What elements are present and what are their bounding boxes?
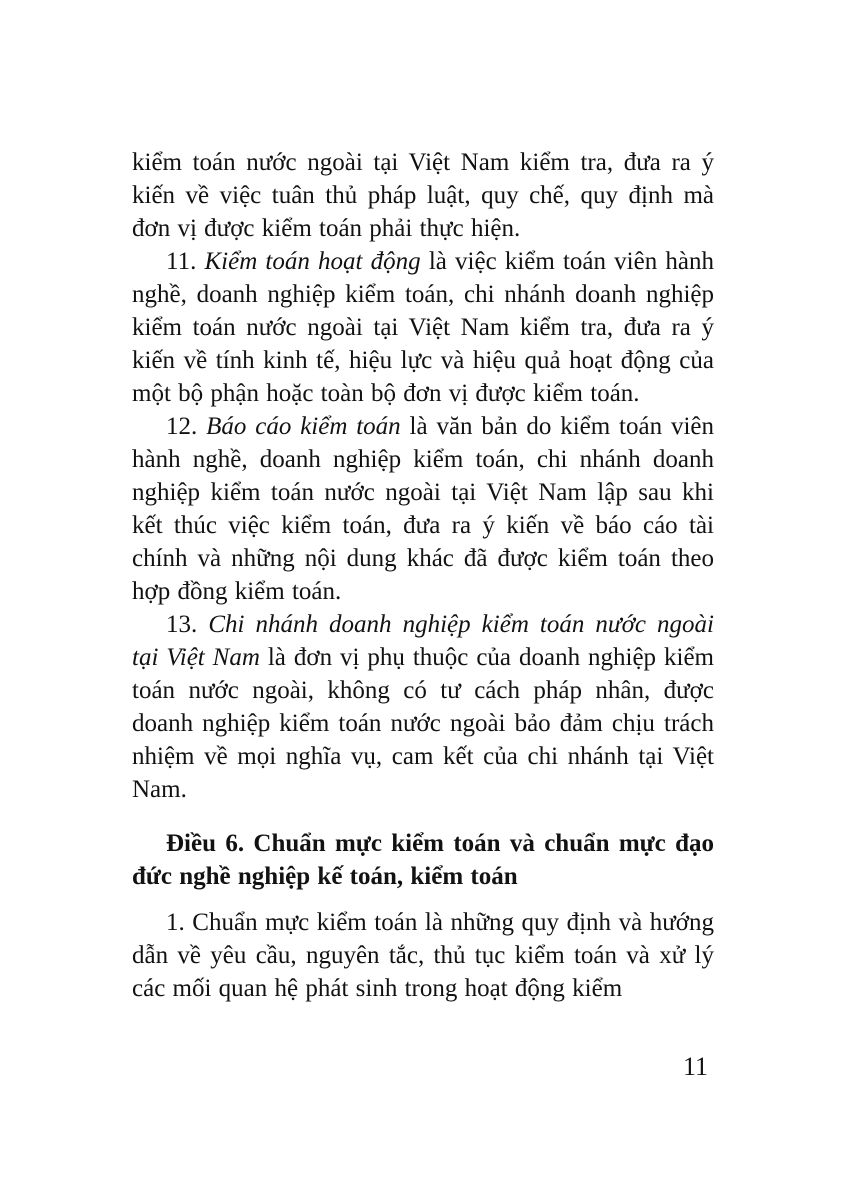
defined-term: Chi nhánh doanh nghiệp kiểm toán nước ngoài tại Việt Nam xyxy=(132,611,715,671)
text-run: Điều 6. Chuẩn mực kiểm toán và chuẩn mực đạo đức nghề nghiệp kế toán, kiểm toán xyxy=(132,830,714,890)
text-run: 13. xyxy=(166,611,209,638)
defined-term: Kiểm toán hoạt động xyxy=(204,248,421,275)
paragraph-clause-13 xyxy=(132,608,714,806)
text-run: 1. Chuẩn mực kiểm toán là những quy định và hướng dẫn về yêu cầu, nguyên tắc, thủ tục kiểm toán và xử lý các mối quan hệ phát sinh trong hoạt động kiểm xyxy=(132,909,714,1002)
defined-term: Báo cáo kiểm toán xyxy=(206,413,401,440)
page-number: 11 xyxy=(682,1052,708,1081)
text-run: là việc kiểm toán viên hành nghề, doanh nghiệp kiểm toán, chi nhánh doanh nghiệp kiểm toán nước ngoài tại Việt Nam kiểm tra, đưa ra ý kiến về tính kinh tế, hiệu lực và hiệu quả hoạt động của một bộ phận hoặc toàn bộ đơn vị được kiểm toán. xyxy=(132,248,714,407)
text-run: là văn bản do kiểm toán viên hành nghề, doanh nghiệp kiểm toán, chi nhánh doanh nghiệp kiểm toán nước ngoài tại Việt Nam lập sau khi kết thúc việc kiểm toán, đưa ra ý kiến về báo cáo tài chính và những nội dung khác đã được kiểm toán theo hợp đồng kiểm toán. xyxy=(132,413,714,605)
paragraph-clause-10-continuation xyxy=(132,146,714,245)
paragraph-clause-1 xyxy=(132,906,714,1005)
text-run: là đơn vị phụ thuộc của doanh nghiệp kiểm toán nước ngoài, không có tư cách pháp nhân, được doanh nghiệp kiểm toán nước ngoài bảo đảm chịu trách nhiệm về mọi nghĩa vụ, cam kết của chi nhánh tại Việt Nam. xyxy=(132,644,714,803)
text-block xyxy=(132,146,714,1005)
paragraph-clause-11 xyxy=(132,245,714,410)
text-run: 12. xyxy=(166,413,207,440)
text-run: 11. xyxy=(166,248,205,275)
section-heading xyxy=(132,827,714,893)
paragraph-clause-12 xyxy=(132,410,714,608)
text-run: kiểm toán nước ngoài tại Việt Nam kiểm tra, đưa ra ý kiến về việc tuân thủ pháp luật, quy chế, quy định mà đơn vị được kiểm toán phải thực hiện. xyxy=(132,149,714,242)
